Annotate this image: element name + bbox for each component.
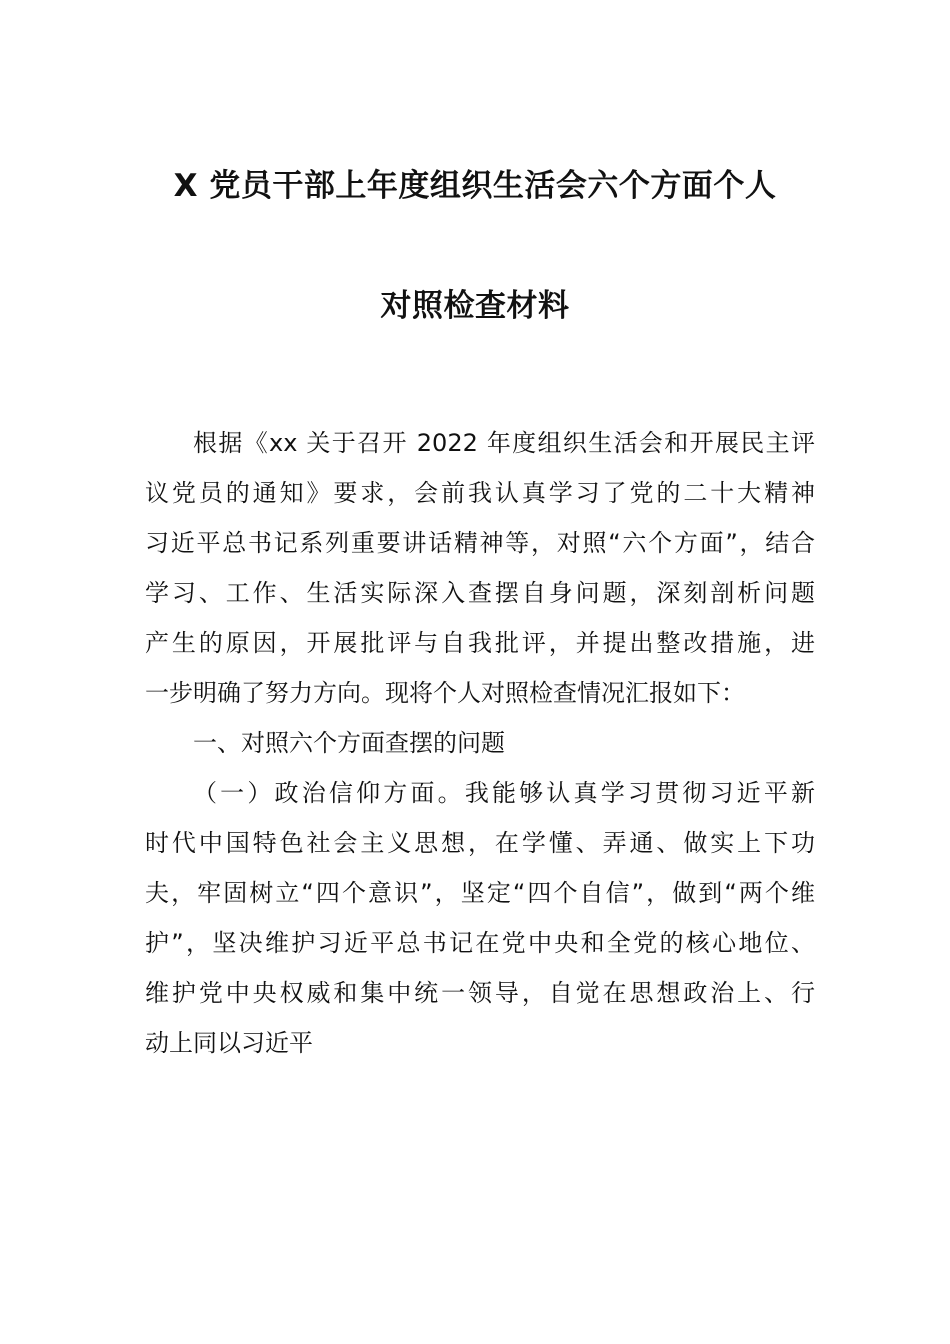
paragraph-1-line: 议党员的通知》要求，会前我认真学习了党的二十大精神	[145, 479, 815, 507]
document-title-line-2: 对照检查材料	[380, 288, 570, 324]
paragraph-2-line: 夫，牢固树立“四个意识”，坚定“四个自信”，做到“两个维	[145, 879, 815, 907]
document-body	[145, 418, 815, 1068]
paragraph-2-line: （一）政治信仰方面。我能够认真学习贯彻习近平新	[193, 779, 815, 807]
paragraph-1-line: 学习、工作、生活实际深入查摆自身问题，深刻剖析问题	[145, 579, 815, 607]
section-heading: 一、对照六个方面查摆的问题	[193, 729, 505, 757]
paragraph-2-line: 护”，坚决维护习近平总书记在党中央和全党的核心地位、	[145, 929, 815, 957]
document-title-line-1: X 党员干部上年度组织生活会六个方面个人	[173, 168, 777, 204]
paragraph-2-line: 时代中国特色社会主义思想，在学懂、弄通、做实上下功	[145, 829, 815, 857]
paragraph-2-line: 动上同以习近平	[145, 1029, 313, 1057]
paragraph-1-line: 习近平总书记系列重要讲话精神等，对照“六个方面”，结合	[145, 529, 815, 557]
paragraph-1-line: 一步明确了努力方向。现将个人对照检查情况汇报如下：	[145, 679, 745, 707]
paragraph-1-line: 根据《xx 关于召开 2022 年度组织生活会和开展民主评	[193, 429, 815, 457]
paragraph-1-line: 产生的原因，开展批评与自我批评，并提出整改措施，进	[145, 629, 815, 657]
paragraph-2-line: 维护党中央权威和集中统一领导，自觉在思想政治上、行	[145, 979, 815, 1007]
